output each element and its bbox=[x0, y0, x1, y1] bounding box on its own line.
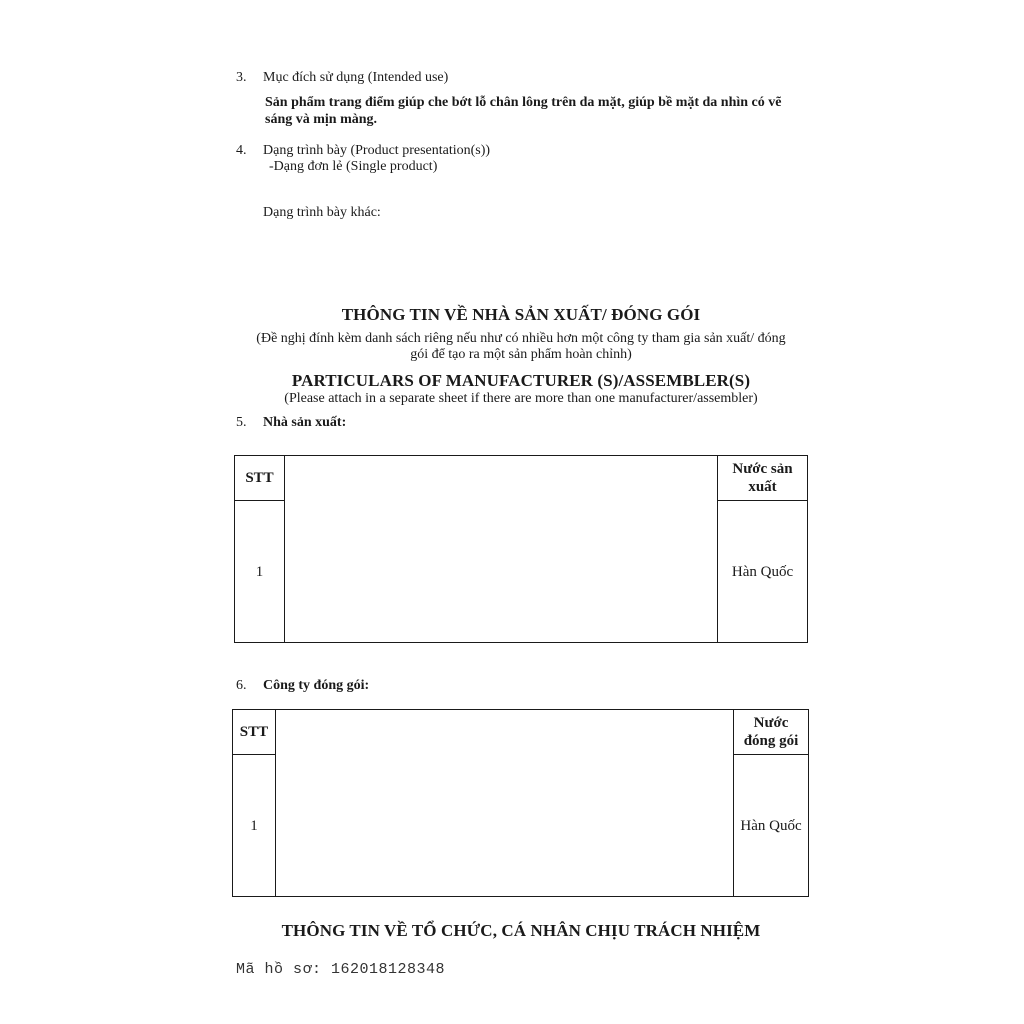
country-cell: Hàn Quốc bbox=[734, 755, 809, 897]
stt-cell: 1 bbox=[235, 501, 285, 643]
stt-header: STT bbox=[235, 456, 285, 501]
country-header-line1: Nước sản bbox=[732, 461, 793, 477]
manufacturer-note-vi-line1: (Đề nghị đính kèm danh sách riêng nếu như có nhiều hơn một công ty tham gia sản xuất/ đóng bbox=[256, 331, 786, 346]
manufacturer-note-en: (Please attach in a separate sheet if there are more than one manufacturer/assembler) bbox=[284, 391, 758, 406]
section-4-number: 4. bbox=[236, 143, 247, 158]
intended-use-text-line1: Sản phẩm trang điểm giúp che bớt lỗ chân lông trên da mặt, giúp bề mặt da nhìn có vẽ bbox=[265, 95, 782, 110]
stt-cell: 1 bbox=[233, 755, 276, 897]
section-6-number: 6. bbox=[236, 678, 247, 693]
country-header-line2: đóng gói bbox=[743, 733, 799, 749]
manufacturer-note-vi-line2: gói để tạo ra một sản phẩm hoàn chỉnh) bbox=[410, 347, 632, 362]
section-3-label: Mục đích sử dụng (Intended use) bbox=[263, 70, 449, 85]
presentation-single: -Dạng đơn lẻ (Single product) bbox=[269, 159, 438, 174]
manufacturer-name-cell bbox=[285, 456, 718, 643]
country-header-line1: Nước bbox=[753, 715, 789, 731]
section-6-label: Công ty đóng gói: bbox=[263, 678, 370, 693]
country-header bbox=[734, 710, 809, 755]
section-4-label: Dạng trình bày (Product presentation(s)) bbox=[263, 143, 491, 158]
country-header-line2: xuất bbox=[748, 479, 777, 495]
assembler-table bbox=[232, 709, 809, 897]
stt-header: STT bbox=[233, 710, 276, 755]
section-3-number: 3. bbox=[236, 70, 247, 85]
manufacturer-title-vi: THÔNG TIN VỀ NHÀ SẢN XUẤT/ ĐÓNG GÓI bbox=[341, 305, 701, 324]
record-number: Mã hồ sơ: 162018128348 bbox=[236, 961, 446, 978]
intended-use-text-line2: sáng và mịn màng. bbox=[265, 112, 378, 127]
assembler-name-cell bbox=[275, 710, 733, 897]
presentation-other: Dạng trình bày khác: bbox=[263, 205, 381, 220]
section-5-number: 5. bbox=[236, 415, 247, 430]
section-5-label: Nhà sản xuất: bbox=[263, 415, 347, 430]
country-cell: Hàn Quốc bbox=[718, 501, 808, 643]
responsible-title: THÔNG TIN VỀ TỔ CHỨC, CÁ NHÂN CHỊU TRÁCH NHIỆM bbox=[281, 921, 761, 940]
manufacturer-title-en: PARTICULARS OF MANUFACTURER (S)/ASSEMBLER(S) bbox=[291, 371, 751, 390]
country-header bbox=[718, 456, 808, 501]
manufacturer-table bbox=[234, 455, 808, 643]
